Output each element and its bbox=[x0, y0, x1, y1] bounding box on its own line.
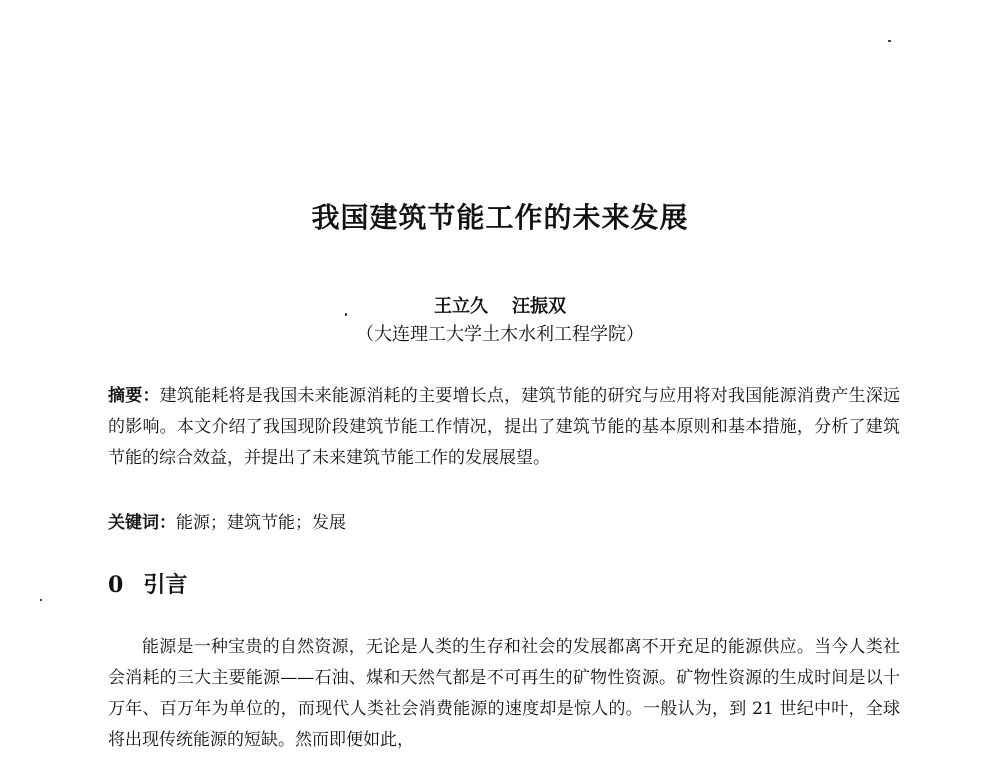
scan-speck bbox=[40, 599, 42, 601]
abstract bbox=[108, 381, 900, 474]
section-heading bbox=[108, 568, 187, 599]
abstract-label: 摘要： bbox=[108, 386, 160, 406]
keywords-label: 关键词： bbox=[108, 513, 176, 533]
section-number: 0 bbox=[108, 572, 124, 598]
body-paragraph: 能源是一种宝贵的自然资源，无论是人类的生存和社会的发展都离不开充足的能源供应。当今人类社会消耗的三大主要能源——石油、煤和天然气都是不可再生的矿物性资源。矿物性资源的生成时间是以十万年、百万年为单位的，而现代人类社会消费能源的速度却是惊人的。一般认为，到 21 世纪中叶，全球将出现传统能源的短缺。然而即便如此， bbox=[108, 637, 900, 750]
paper-title: 我国建筑节能工作的未来发展 bbox=[311, 201, 689, 234]
keywords bbox=[108, 508, 900, 539]
scan-speck bbox=[888, 40, 891, 42]
abstract-text: 建筑能耗将是我国未来能源消耗的主要增长点，建筑节能的研究与应用将对我国能源消费产生深远的影响。本文介绍了我国现阶段建筑节能工作情况，提出了建筑节能的基本原则和基本措施，分析了建筑节能的综合效益，并提出了未来建筑节能工作的发展展望。 bbox=[108, 386, 901, 468]
section-title: 引言 bbox=[143, 572, 188, 598]
author-name: 汪振双 bbox=[512, 296, 566, 317]
scan-speck bbox=[345, 313, 347, 316]
author-affiliation: （大连理工大学土木水利工程学院） bbox=[356, 324, 644, 345]
author-name: 王立久 bbox=[434, 296, 488, 317]
keywords-text: 能源；建筑节能；发展 bbox=[176, 513, 346, 533]
author-list bbox=[0, 292, 1000, 318]
